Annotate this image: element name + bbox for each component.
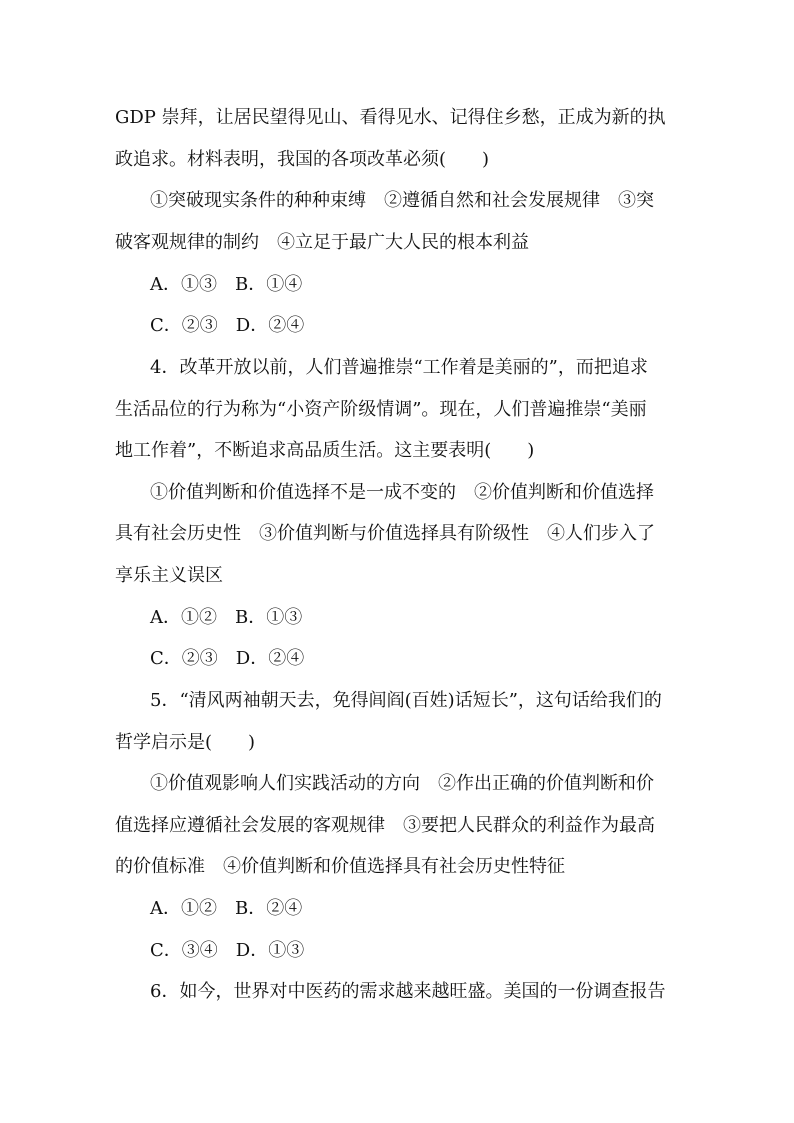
- answer-options: A．①③ B．①④: [150, 274, 303, 295]
- answer-options: A．①② B．②④: [150, 898, 303, 919]
- text-line: 的价值标准 ④价值判断和价值选择具有社会历史性特征: [115, 856, 565, 877]
- question-stem: 6．如今，世界对中医药的需求越来越旺盛。美国的一份调查报告: [150, 981, 666, 1002]
- question-stem: 4．改革开放以前，人们普遍推崇“工作着是美丽的”，而把追求: [150, 357, 648, 378]
- answer-options: A．①② B．①③: [150, 607, 303, 628]
- text-line: 生活品位的行为称为“小资产阶级情调”。现在，人们普遍推崇“美丽: [115, 399, 647, 420]
- answer-options: C．②③ D．②④: [150, 315, 305, 336]
- text-line: ①价值观影响人们实践活动的方向 ②作出正确的价值判断和价: [150, 773, 654, 794]
- text-line: ①突破现实条件的种种束缚 ②遵循自然和社会发展规律 ③突: [150, 190, 654, 211]
- answer-options: C．③④ D．①③: [150, 940, 305, 961]
- text-line: 具有社会历史性 ③价值判断与价值选择具有阶级性 ④人们步入了: [115, 523, 655, 544]
- text-line: 享乐主义误区: [115, 565, 223, 586]
- text-line: 破客观规律的制约 ④立足于最广大人民的根本利益: [115, 232, 529, 253]
- text-line: 地工作着”，不断追求高品质生活。这主要表明( ): [115, 440, 535, 461]
- text-line: 值选择应遵循社会发展的客观规律 ③要把人民群众的利益作为最高: [115, 815, 655, 836]
- text-line: ①价值判断和价值选择不是一成不变的 ②价值判断和价值选择: [150, 482, 654, 503]
- answer-options: C．②③ D．②④: [150, 648, 305, 669]
- question-stem: 5．“清风两袖朝天去，免得闾阎(百姓)话短长”，这句话给我们的: [150, 690, 662, 711]
- text-line: GDP 崇拜，让居民望得见山、看得见水、记得住乡愁，正成为新的执: [115, 107, 666, 128]
- text-line: 哲学启示是( ): [115, 732, 256, 753]
- text-line: 政追求。材料表明，我国的各项改革必须( ): [115, 149, 490, 170]
